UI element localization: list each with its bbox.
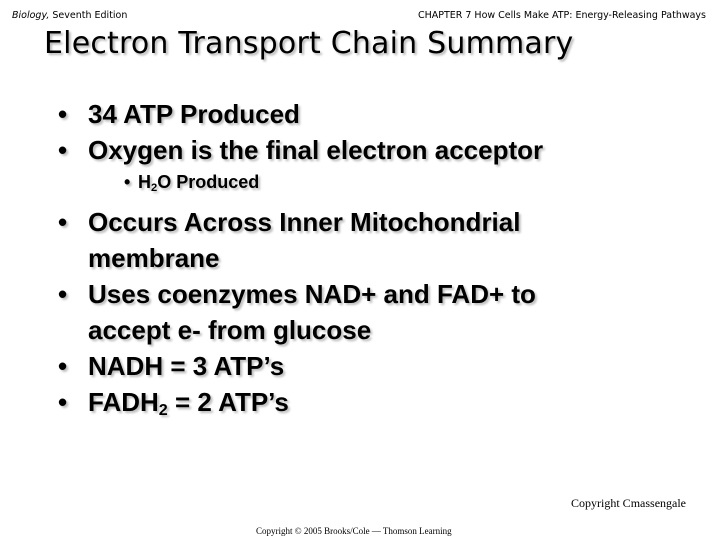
bullet-fadh2 [58,384,698,428]
bullet-dot: • [58,206,68,237]
book-title: Biology, [12,10,50,21]
bullet-text-line2: accept e- from glucose [88,314,372,345]
slide-title: Electron Transport Chain Summary [44,26,574,61]
bullet-oxygen-acceptor [58,132,698,168]
bullet-text: Oxygen is the final electron acceptor [88,135,544,165]
bullet-text-line1: Uses coenzymes NAD+ and FAD+ to [88,278,536,309]
sub-bullet-water [58,170,698,200]
bullet-nadh [58,348,698,384]
sub-text-rest: O Produced [157,172,260,192]
bullet-dot: • [58,135,68,165]
bullet-inner-membrane [58,204,698,276]
bullet-text-line2: membrane [88,242,220,273]
bullet-list [58,96,698,428]
sub-text-h: H [138,172,151,192]
bullet-text: 34 ATP Produced [88,99,300,129]
bullet-dot: • [124,172,131,192]
bullet-text-line1: Occurs Across Inner Mitochondrial [88,206,521,237]
bullet-coenzymes [58,276,698,348]
subscript-2: 2 [158,400,168,419]
bullet-text-b: = 2 ATP’s [167,386,289,417]
bullet-dot: • [58,386,68,417]
copyright-publisher: Copyright © 2005 Brooks/Cole — Thomson Learning [256,526,452,536]
bullet-text: NADH = 3 ATP’s [88,350,285,381]
bullet-atp-produced [58,96,698,132]
header-book-info [12,10,127,21]
copyright-cmassengale: Copyright Cmassengale [571,496,686,510]
bullet-dot: • [58,350,68,381]
bullet-text-a: FADH [88,386,159,417]
edition: Seventh Edition [52,10,128,21]
bullet-dot: • [58,278,68,309]
subscript-2: 2 [151,181,158,194]
bullet-dot: • [58,99,68,129]
header-chapter: CHAPTER 7 How Cells Make ATP: Energy-Releasing Pathways [417,10,706,21]
